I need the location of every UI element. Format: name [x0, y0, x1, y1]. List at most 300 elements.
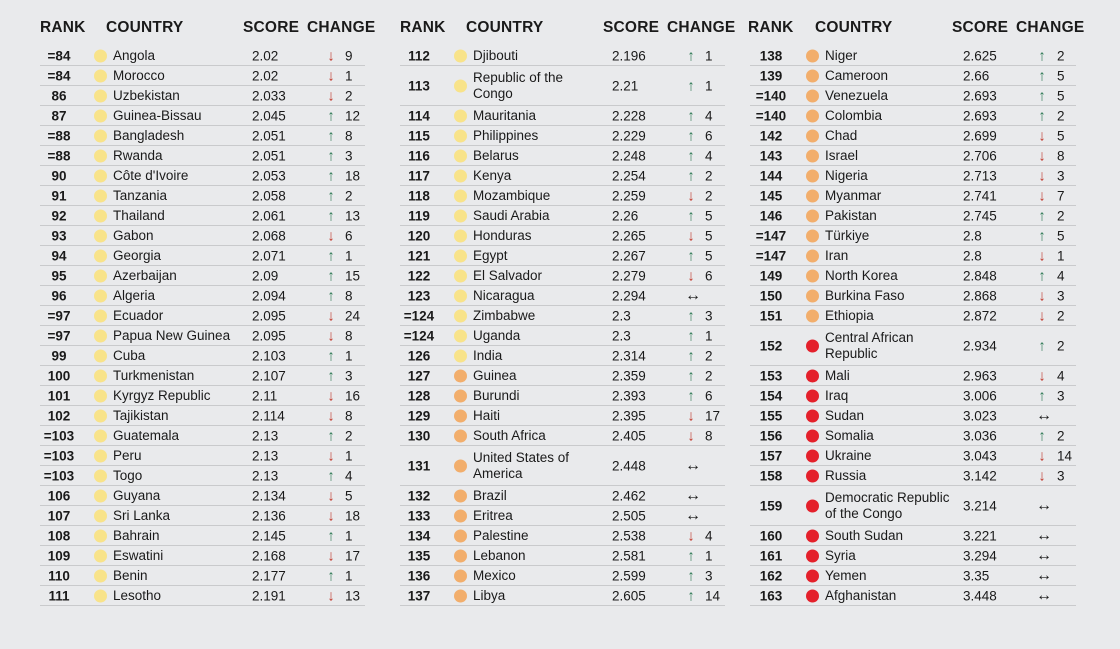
country-name: Somalia: [825, 427, 874, 443]
rank-value: =147: [755, 228, 787, 243]
rank-value: =97: [47, 328, 71, 343]
score-tier-dot: [806, 389, 819, 402]
score-tier-dot: [94, 269, 107, 282]
country-name: Saudi Arabia: [473, 207, 550, 223]
change-value: 18: [345, 168, 361, 183]
score-tier-dot: [94, 149, 107, 162]
score-value: 2.145: [252, 528, 286, 543]
change-value: 1: [705, 48, 713, 63]
score-value: 2.068: [252, 228, 286, 243]
change-down-icon: ↓: [327, 507, 335, 524]
score-tier-dot: [806, 249, 819, 262]
change-value: 1: [345, 448, 353, 463]
table-row: [750, 166, 1076, 186]
table-row: [750, 126, 1076, 146]
change-value: 5: [1057, 228, 1065, 243]
rank-value: =124: [403, 328, 435, 343]
score-value: 3.142: [963, 468, 997, 483]
header-change: CHANGE: [1016, 19, 1085, 36]
table-row: [750, 446, 1076, 466]
score-value: 2.229: [612, 128, 646, 143]
score-value: 3.214: [963, 498, 997, 513]
change-value: 1: [345, 68, 353, 83]
country-name: Libya: [473, 587, 506, 603]
score-tier-dot: [94, 109, 107, 122]
table-row: [400, 326, 725, 346]
score-tier-dot: [94, 569, 107, 582]
table-row: [750, 586, 1076, 606]
change-value: 1: [1057, 248, 1065, 263]
score-tier-dot: [94, 69, 107, 82]
change-up-icon: ↑: [687, 77, 695, 94]
score-tier-dot: [94, 189, 107, 202]
rank-value: 130: [407, 428, 431, 443]
table-row: [400, 346, 725, 366]
score-tier-dot: [806, 369, 819, 382]
score-value: 3.221: [963, 528, 997, 543]
table-row: [400, 46, 725, 66]
country-name: Rwanda: [113, 147, 163, 163]
table-row: [400, 546, 725, 566]
score-value: 2.66: [963, 68, 990, 83]
country-name: Philippines: [473, 127, 539, 143]
score-value: 2.094: [252, 288, 286, 303]
change-value: 24: [345, 308, 361, 323]
change-up-icon: ↑: [1038, 337, 1046, 354]
header-score: SCORE: [243, 19, 300, 36]
table-row: [40, 66, 365, 86]
rank-value: 114: [408, 108, 430, 123]
country-name: Georgia: [113, 247, 162, 263]
score-value: 2.3: [612, 308, 631, 323]
header-score: SCORE: [952, 19, 1009, 36]
change-up-icon: ↑: [687, 207, 695, 224]
country-name: Morocco: [113, 67, 165, 83]
table-row: [40, 406, 365, 426]
rank-value: 154: [759, 388, 783, 403]
change-value: 2: [345, 188, 353, 203]
change-value: 5: [705, 208, 713, 223]
country-name: Egypt: [473, 247, 508, 263]
change-down-icon: ↓: [327, 227, 335, 244]
change-down-icon: ↓: [1038, 287, 1046, 304]
ranking-column-1: [40, 0, 376, 606]
score-value: 2.051: [252, 128, 286, 143]
table-row: [40, 426, 365, 446]
rank-value: 138: [759, 48, 783, 63]
score-value: 2.033: [252, 88, 286, 103]
change-up-icon: ↑: [1038, 387, 1046, 404]
rank-value: 136: [407, 568, 431, 583]
country-name: Ukraine: [825, 447, 872, 463]
change-down-icon: ↓: [327, 87, 335, 104]
change-down-icon: ↓: [687, 227, 695, 244]
rank-value: 123: [407, 288, 431, 303]
change-value: 3: [345, 368, 353, 383]
change-up-icon: ↑: [327, 427, 335, 444]
header-change: CHANGE: [307, 19, 376, 36]
change-up-icon: ↑: [327, 147, 335, 164]
score-value: 2.393: [612, 388, 646, 403]
rank-value: 102: [47, 408, 71, 423]
change-up-icon: ↑: [687, 167, 695, 184]
table-row: [400, 246, 725, 266]
change-same-icon: ↔: [1036, 496, 1052, 514]
change-value: 6: [345, 228, 353, 243]
score-tier-dot: [94, 489, 107, 502]
country-name: Kenya: [473, 167, 512, 183]
rank-value: 93: [51, 228, 67, 243]
score-value: 2.505: [612, 508, 646, 523]
country-name: Nigeria: [825, 167, 868, 183]
table-row: [40, 46, 365, 66]
change-up-icon: ↑: [1038, 47, 1046, 64]
rank-value: 143: [759, 148, 783, 163]
change-down-icon: ↓: [327, 547, 335, 564]
score-value: 2.02: [252, 48, 279, 63]
table-row: [750, 266, 1076, 286]
table-row: [750, 546, 1076, 566]
score-value: 2.09: [252, 268, 279, 283]
country-name: Gabon: [113, 227, 154, 243]
country-name: Afghanistan: [825, 587, 897, 603]
rank-value: =103: [43, 468, 75, 483]
rank-value: 129: [407, 408, 431, 423]
change-down-icon: ↓: [327, 487, 335, 504]
score-tier-dot: [454, 109, 467, 122]
rank-value: 91: [51, 188, 67, 203]
country-name: Bahrain: [113, 527, 160, 543]
change-value: 1: [345, 528, 353, 543]
table-row: [750, 86, 1076, 106]
change-value: 2: [705, 168, 713, 183]
score-tier-dot: [454, 249, 467, 262]
rank-value: 120: [407, 228, 431, 243]
score-tier-dot: [454, 589, 467, 602]
table-row: [40, 326, 365, 346]
rank-value: 99: [51, 348, 67, 363]
score-tier-dot: [806, 309, 819, 322]
table-row: [40, 266, 365, 286]
score-value: 2.259: [612, 188, 646, 203]
country-name: Israel: [825, 147, 859, 163]
country-name: Yemen: [825, 567, 867, 583]
table-row: [750, 426, 1076, 446]
table-row: [400, 266, 725, 286]
score-tier-dot: [94, 429, 107, 442]
table-row: [400, 306, 725, 326]
rank-value: 134: [407, 528, 431, 543]
table-row: [40, 366, 365, 386]
score-value: 3.043: [963, 448, 997, 463]
rank-value: 95: [51, 268, 67, 283]
country-name: Ecuador: [113, 307, 164, 323]
change-value: 3: [705, 308, 713, 323]
score-value: 2.136: [252, 508, 286, 523]
table-row: [750, 386, 1076, 406]
score-tier-dot: [454, 569, 467, 582]
table-row: [400, 386, 725, 406]
change-value: 5: [345, 488, 353, 503]
change-down-icon: ↓: [327, 447, 335, 464]
score-tier-dot: [454, 149, 467, 162]
score-value: 2.745: [963, 208, 997, 223]
change-down-icon: ↓: [1038, 187, 1046, 204]
table-row: [40, 286, 365, 306]
rank-value: 110: [48, 568, 70, 583]
change-value: 5: [705, 248, 713, 263]
score-value: 2.13: [252, 428, 279, 443]
table-row: [40, 546, 365, 566]
score-tier-dot: [454, 329, 467, 342]
rank-value: 128: [407, 388, 431, 403]
change-up-icon: ↑: [687, 367, 695, 384]
country-name: Guyana: [113, 487, 161, 503]
change-up-icon: ↑: [327, 467, 335, 484]
rank-value: 118: [408, 188, 430, 203]
country-name: Mali: [825, 367, 850, 383]
score-value: 2.625: [963, 48, 997, 63]
country-name: Zimbabwe: [473, 307, 536, 323]
change-up-icon: ↑: [327, 187, 335, 204]
change-down-icon: ↓: [1038, 467, 1046, 484]
change-up-icon: ↑: [327, 347, 335, 364]
score-value: 3.294: [963, 548, 997, 563]
table-row: [400, 566, 725, 586]
change-up-icon: ↑: [687, 387, 695, 404]
score-value: 2.581: [612, 548, 646, 563]
header-country: COUNTRY: [106, 19, 184, 36]
score-value: 2.134: [252, 488, 286, 503]
score-value: 2.405: [612, 428, 646, 443]
score-tier-dot: [806, 289, 819, 302]
score-tier-dot: [806, 89, 819, 102]
header-change: CHANGE: [667, 19, 736, 36]
score-tier-dot: [806, 469, 819, 482]
table-row: [40, 586, 365, 606]
score-value: 2.3: [612, 328, 631, 343]
rank-value: 137: [407, 588, 431, 603]
table-row: [750, 526, 1076, 546]
score-value: 2.8: [963, 248, 982, 263]
score-value: 2.26: [612, 208, 639, 223]
rank-value: 92: [51, 208, 67, 223]
country-name: El Salvador: [473, 267, 543, 283]
score-tier-dot: [454, 529, 467, 542]
rank-value: 139: [759, 68, 783, 83]
country-name: United States of America: [473, 449, 570, 481]
table-row: [400, 526, 725, 546]
change-up-icon: ↑: [1038, 87, 1046, 104]
country-name: Chad: [825, 127, 858, 143]
country-name: Palestine: [473, 527, 529, 543]
rank-value: 106: [47, 488, 71, 503]
table-row: [750, 466, 1076, 486]
score-tier-dot: [454, 269, 467, 282]
change-value: 4: [1057, 368, 1065, 383]
change-up-icon: ↑: [687, 547, 695, 564]
score-value: 2.11: [252, 388, 278, 403]
change-down-icon: ↓: [327, 47, 335, 64]
country-name: Burundi: [473, 387, 520, 403]
country-name: Benin: [113, 567, 148, 583]
score-value: 2.254: [612, 168, 646, 183]
score-tier-dot: [806, 589, 819, 602]
change-value: 8: [705, 428, 713, 443]
score-tier-dot: [806, 499, 819, 512]
change-value: 4: [1057, 268, 1065, 283]
change-up-icon: ↑: [687, 587, 695, 604]
country-name: Honduras: [473, 227, 532, 243]
rank-value: =84: [47, 48, 71, 63]
change-up-icon: ↑: [687, 127, 695, 144]
score-tier-dot: [94, 49, 107, 62]
change-down-icon: ↓: [687, 427, 695, 444]
score-value: 2.872: [963, 308, 997, 323]
score-tier-dot: [454, 129, 467, 142]
score-value: 2.706: [963, 148, 997, 163]
score-tier-dot: [454, 229, 467, 242]
change-down-icon: ↓: [327, 587, 335, 604]
score-value: 2.168: [252, 548, 286, 563]
change-value: 6: [705, 268, 713, 283]
score-tier-dot: [94, 289, 107, 302]
table-row: [400, 406, 725, 426]
change-up-icon: ↑: [1038, 207, 1046, 224]
score-tier-dot: [94, 529, 107, 542]
change-value: 5: [1057, 88, 1065, 103]
table-row: [40, 566, 365, 586]
rank-value: 149: [759, 268, 783, 283]
country-name: Venezuela: [825, 87, 889, 103]
change-value: 7: [1057, 188, 1065, 203]
rank-value: 145: [759, 188, 783, 203]
rank-value: 144: [759, 168, 783, 183]
country-name: India: [473, 347, 503, 363]
country-name: Bangladesh: [113, 127, 185, 143]
change-up-icon: ↑: [687, 247, 695, 264]
country-name: Mexico: [473, 567, 516, 583]
score-value: 2.395: [612, 408, 646, 423]
score-value: 2.359: [612, 368, 646, 383]
country-name: Republic of the Congo: [473, 69, 564, 101]
change-value: 17: [705, 408, 721, 423]
table-row: [750, 286, 1076, 306]
change-value: 2: [345, 428, 353, 443]
header-score: SCORE: [603, 19, 660, 36]
score-tier-dot: [454, 169, 467, 182]
change-same-icon: ↔: [685, 286, 701, 304]
country-name: Pakistan: [825, 207, 877, 223]
score-tier-dot: [806, 109, 819, 122]
country-name: Algeria: [113, 287, 156, 303]
score-value: 2.248: [612, 148, 646, 163]
change-up-icon: ↑: [327, 367, 335, 384]
change-value: 4: [705, 148, 713, 163]
country-name: Côte d'Ivoire: [113, 167, 189, 183]
score-value: 2.058: [252, 188, 286, 203]
change-up-icon: ↑: [327, 127, 335, 144]
rank-value: 157: [759, 448, 783, 463]
score-tier-dot: [806, 409, 819, 422]
change-value: 3: [1057, 388, 1065, 403]
score-value: 2.462: [612, 488, 646, 503]
change-value: 1: [345, 348, 353, 363]
country-name: Brazil: [473, 487, 507, 503]
change-up-icon: ↑: [687, 307, 695, 324]
rank-value: 146: [759, 208, 783, 223]
score-tier-dot: [454, 49, 467, 62]
score-tier-dot: [806, 549, 819, 562]
change-up-icon: ↑: [687, 567, 695, 584]
rank-value: 132: [407, 488, 431, 503]
change-value: 3: [1057, 168, 1065, 183]
change-same-icon: ↔: [685, 506, 701, 524]
rank-value: 131: [407, 458, 431, 473]
score-value: 2.265: [612, 228, 646, 243]
column-header: [748, 0, 1085, 46]
country-name: Cameroon: [825, 67, 889, 83]
change-up-icon: ↑: [687, 327, 695, 344]
score-tier-dot: [806, 49, 819, 62]
score-value: 2.314: [612, 348, 646, 363]
score-tier-dot: [806, 129, 819, 142]
change-value: 6: [705, 128, 713, 143]
change-up-icon: ↑: [687, 107, 695, 124]
score-tier-dot: [454, 549, 467, 562]
country-name: Syria: [825, 547, 856, 563]
score-tier-dot: [454, 409, 467, 422]
change-up-icon: ↑: [1038, 427, 1046, 444]
change-value: 8: [345, 408, 353, 423]
rank-value: =84: [47, 68, 71, 83]
table-row: [750, 366, 1076, 386]
score-value: 2.191: [252, 588, 286, 603]
change-value: 13: [345, 588, 361, 603]
rank-value: 151: [759, 308, 783, 323]
rank-value: 152: [759, 338, 783, 353]
change-down-icon: ↓: [327, 67, 335, 84]
change-value: 1: [705, 78, 713, 93]
table-row: [400, 366, 725, 386]
score-value: 2.963: [963, 368, 997, 383]
country-name: South Sudan: [825, 527, 904, 543]
table-row: [750, 486, 1076, 526]
score-tier-dot: [94, 229, 107, 242]
change-down-icon: ↓: [687, 267, 695, 284]
rank-value: 100: [47, 368, 71, 383]
score-tier-dot: [454, 509, 467, 522]
country-name: Kyrgyz Republic: [113, 387, 211, 403]
table-row: [400, 206, 725, 226]
country-name: Guatemala: [113, 427, 180, 443]
rank-value: =97: [47, 308, 71, 323]
change-up-icon: ↑: [327, 267, 335, 284]
table-row: [400, 506, 725, 526]
score-value: 2.279: [612, 268, 646, 283]
change-value: 2: [1057, 48, 1065, 63]
table-row: [400, 226, 725, 246]
table-row: [40, 306, 365, 326]
rank-value: 101: [47, 388, 71, 403]
score-value: 2.095: [252, 308, 286, 323]
score-tier-dot: [454, 309, 467, 322]
country-name: Niger: [825, 47, 858, 63]
change-value: 3: [1057, 288, 1065, 303]
table-row: [750, 46, 1076, 66]
score-tier-dot: [454, 289, 467, 302]
score-tier-dot: [454, 459, 467, 472]
